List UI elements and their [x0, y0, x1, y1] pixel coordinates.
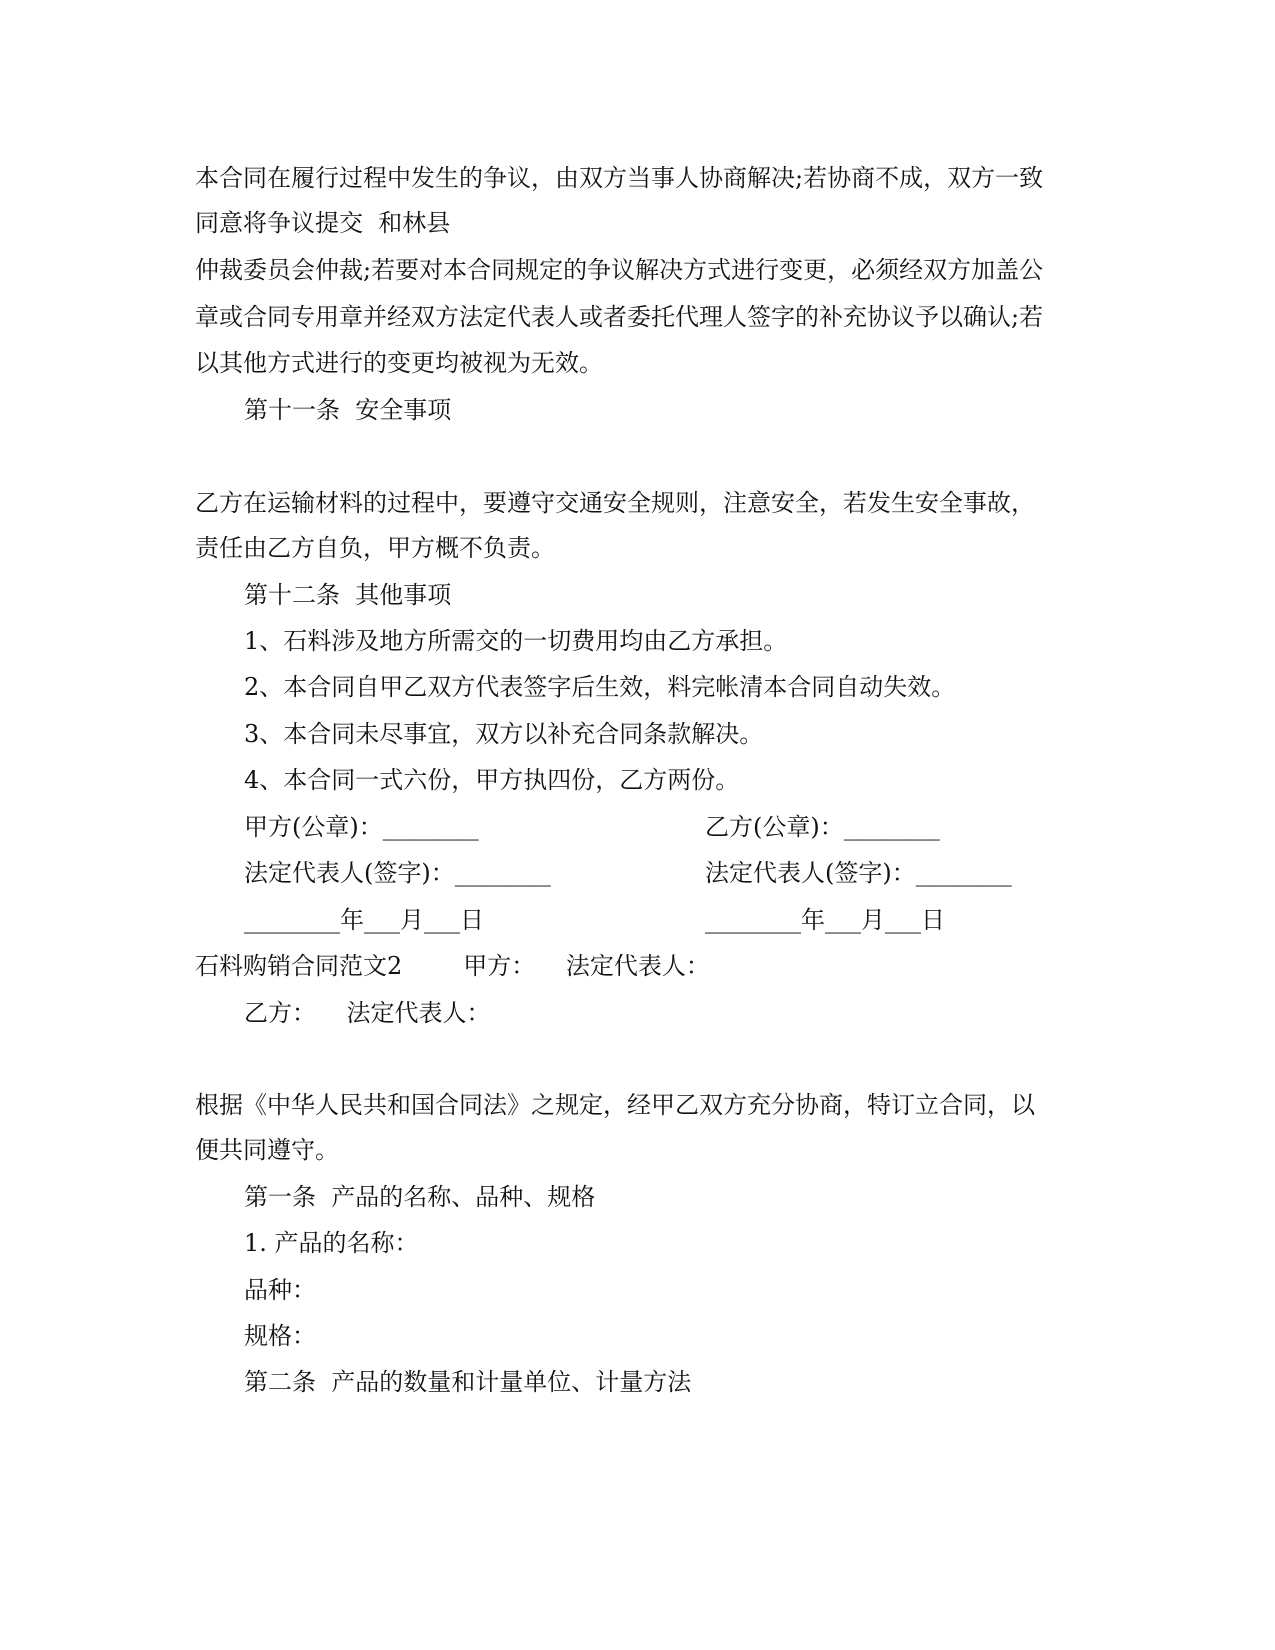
- article-12-item: 4、本合同一式六份，甲方执四份，乙方两份。: [244, 766, 740, 794]
- article-12-heading: 第十二条 其他事项: [244, 581, 452, 609]
- variety-field: 品种：: [244, 1276, 316, 1304]
- party-b-seal-field: 乙方(公章)：________: [705, 813, 940, 841]
- arbitration-line-5: 以其他方式进行的变更均被视为无效。: [195, 349, 603, 377]
- party-a-rep-field: 法定代表人(签字)：________: [244, 859, 551, 887]
- article-11-heading: 第十一条 安全事项: [244, 396, 452, 424]
- arbitration-line-4: 章或合同专用章并经双方法定代表人或者委托代理人签字的补充协议予以确认;若: [195, 303, 1044, 331]
- article-11-line-1: 乙方在运输材料的过程中，要遵守交通安全规则，注意安全，若发生安全事故，: [195, 489, 1035, 517]
- arbitration-line-1: 本合同在履行过程中发生的争议，由双方当事人协商解决;若协商不成，双方一致: [195, 164, 1044, 192]
- arbitration-line-3: 仲裁委员会仲裁;若要对本合同规定的争议解决方式进行变更，必须经双方加盖公: [195, 256, 1044, 284]
- party-a-date-field: ________年___月___日: [244, 906, 484, 934]
- article-2-heading: 第二条 产品的数量和计量单位、计量方法: [244, 1368, 692, 1396]
- article-11-line-2: 责任由乙方自负，甲方概不负责。: [195, 534, 555, 562]
- arbitration-line-2: 同意将争议提交 和林县: [195, 209, 451, 237]
- article-12-item: 2、本合同自甲乙双方代表签字后生效，料完帐清本合同自动失效。: [244, 673, 956, 701]
- party-b-date-field: ________年___月___日: [705, 906, 945, 934]
- article-12-item: 3、本合同未尽事宜，双方以补充合同条款解决。: [244, 720, 764, 748]
- contract-2-title-line: 石料购销合同范文2 甲方： 法定代表人：: [195, 952, 710, 980]
- party-a-seal-field: 甲方(公章)：________: [244, 813, 479, 841]
- product-name-field: 1. 产品的名称：: [244, 1229, 419, 1257]
- article-12-item: 1、石料涉及地方所需交的一切费用均由乙方承担。: [244, 627, 788, 655]
- contract-2-intro-line-2: 便共同遵守。: [195, 1136, 339, 1164]
- spec-field: 规格：: [244, 1322, 316, 1350]
- party-b-rep-field: 法定代表人(签字)：________: [705, 859, 1012, 887]
- contract-2-party-b-line: 乙方： 法定代表人：: [244, 999, 491, 1027]
- contract-2-intro-line-1: 根据《中华人民共和国合同法》之规定，经甲乙双方充分协商，特订立合同，以: [195, 1091, 1035, 1119]
- article-1-heading: 第一条 产品的名称、品种、规格: [244, 1183, 596, 1211]
